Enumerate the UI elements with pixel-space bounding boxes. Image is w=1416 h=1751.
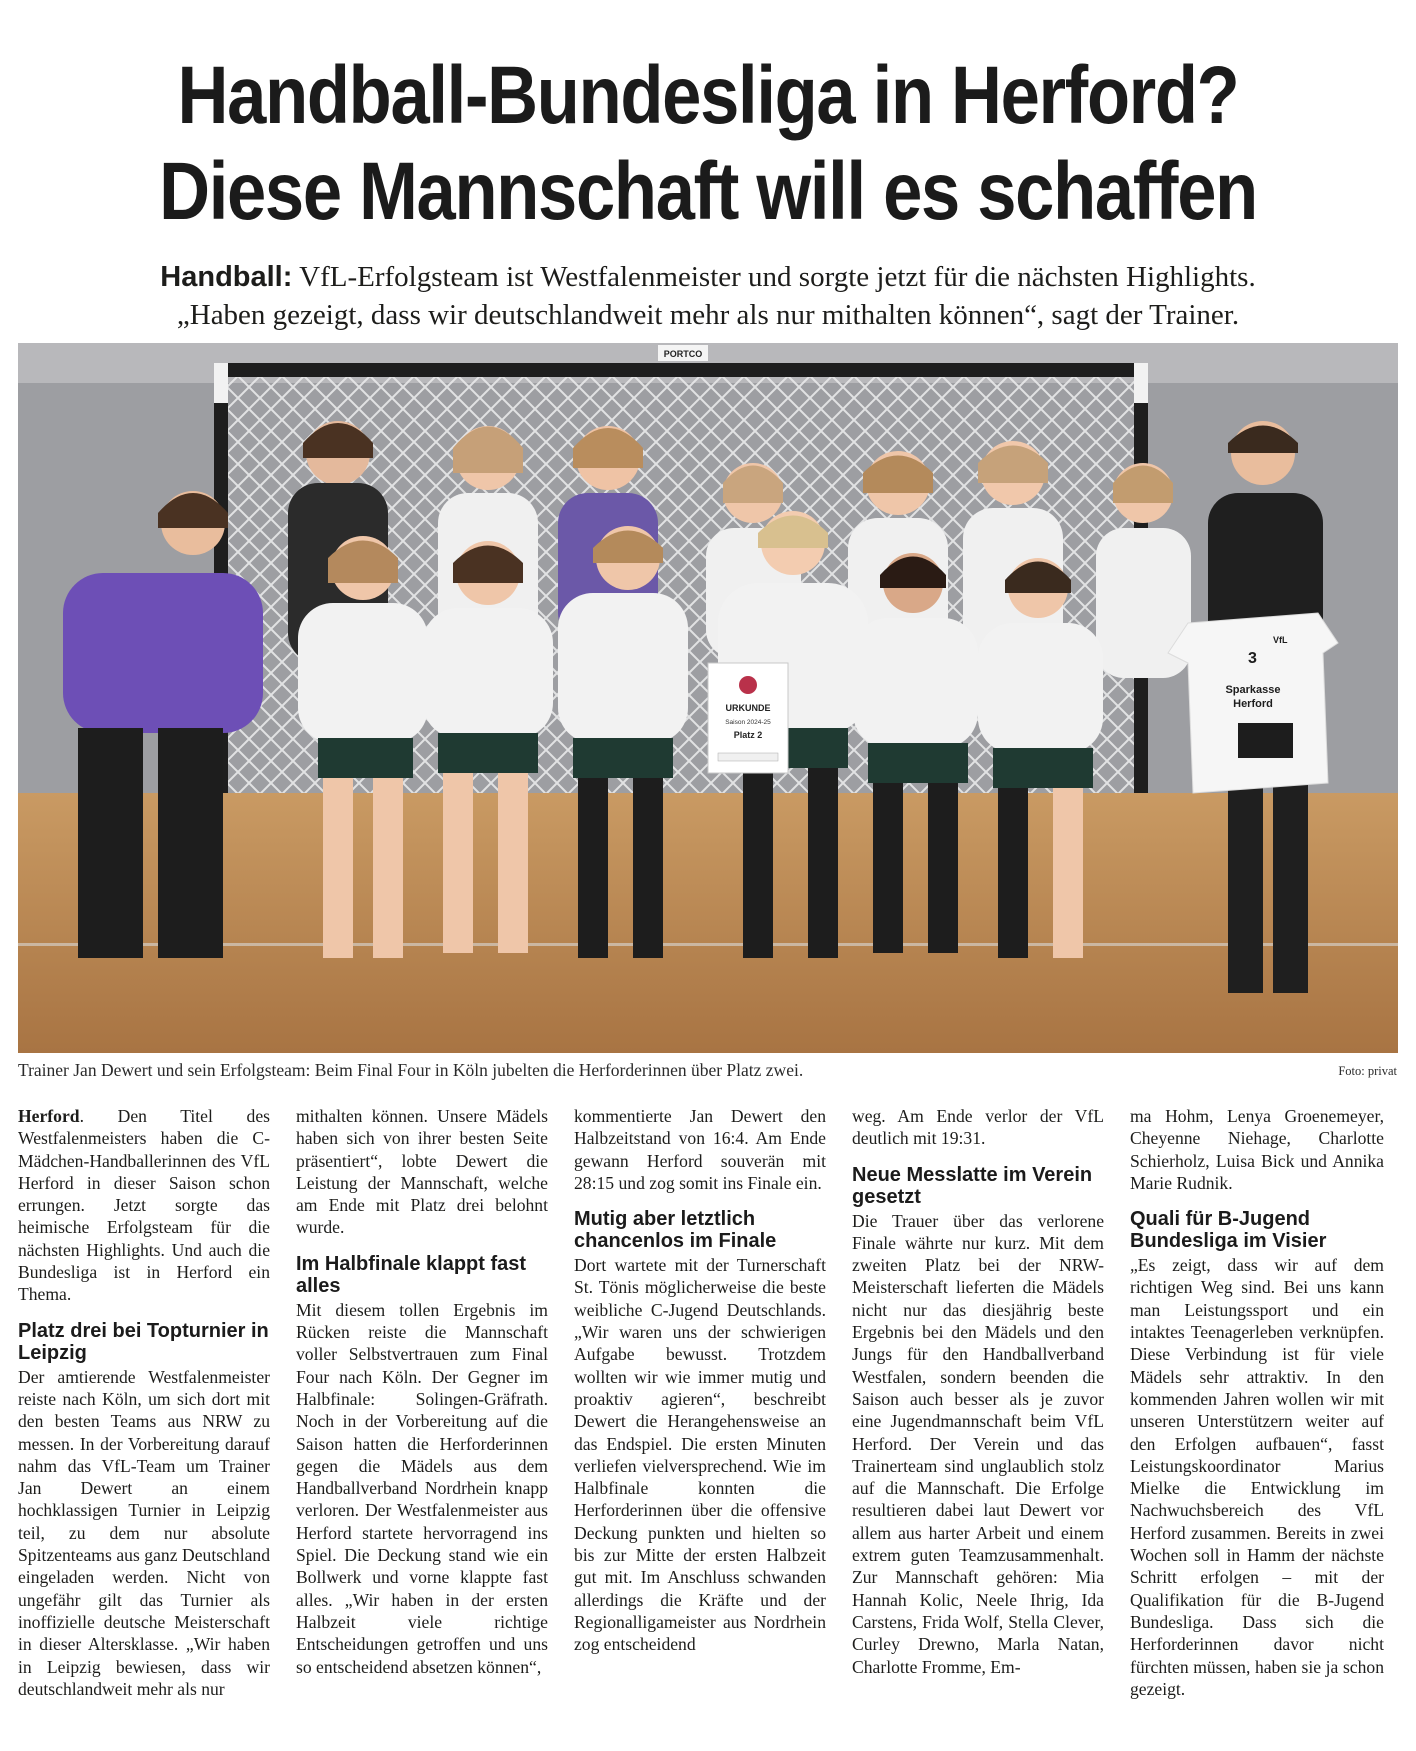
- article-subheading-2: Im Halbfinale klappt fast alles: [296, 1252, 527, 1297]
- article-paragraph-3: Mit diesem tollen Ergebnis im Rücken reiste die Mannschaft voller Selbstvertrauen zum Final Four nach Köln. Der Gegner im Halbfinale: Solingen-Gräfrath. Noch in der Vorbereitung auf die Saison hatten die Herforderinnen gegen die Mädels aus dem Handballverband Nordrhein knapp verloren. Der Westfalenmeister aus Herford startete hervorragend ins Spiel. Die Deckung stand wie ein Bollwerk und vorne klappte fast alles. „Wir haben in der ersten Halbzeit viele richtige Entscheidungen getroffen und uns so entscheidend absetzen können“,: [296, 1299, 548, 1677]
- article-paragraph-6: „Es zeigt, dass wir auf dem richtigen Weg sind. Bei uns kann man Leistungssport und ein intaktes Teenagerleben verknüpfen. Diese Verbindung ist für viele Mädels sehr attraktiv. In den kommenden Jahren wollen wir mit unseren Unterstützern weiter auf den Erfolgen aufbauen“, fasst Leistungskoordinator Marius Mielke die Entwicklung im Nachwuchsbereich des VfL Herford zusammen. Bereits in zwei Wochen soll in Hamm der nächste Schritt erfolgen – mit der Qualifikation für die B-Jugend Bundesliga. Dass sich die Herforderinnen davor nicht fürchten müssen, haben sie ja schon gezeigt.: [1130, 1255, 1384, 1699]
- article-paragraph-4: Dort wartete mit der Turnerschaft St. Tönis möglicherweise die beste weibliche C-Jugend Deutschlands. „Wir waren uns der schwierigen Aufgabe bewusst. Trotzdem wollten wir wie immer mutig und proaktiv agieren“, beschreibt Dewert die Herangehensweise an das Endspiel. Die ersten Minuten verliefen vielversprechend. Wie im Halbfinale konnten die Herforderinnen über die offensive Deckung punkten und hielten so bis zur Mitte der ersten Halbzeit gut mit. Im Anschluss schwanden allerdings die Kräfte und der Regionalligameister aus Nordrhein zog entscheidend: [574, 1255, 826, 1655]
- headline-line-2: Diese Mannschaft will es schaffen: [159, 146, 1257, 237]
- article-dateline: Herford: [18, 1106, 80, 1126]
- goal-brand-label: PORTCO: [663, 349, 703, 359]
- article-paragraph-5: Die Trauer über das verlorene Finale währte nur kurz. Mit dem zweiten Platz bei der NRW-Meisterschaft lieferten die Mädels nicht nur das diesjährig beste Ergebnis bei den Mädels und den Jungs für den Handballverband Westfalen, sondern beenden die Saison auch besser als je zuvor eine Jugendmannschaft beim VfL Herford. Der Verein und das Trainerteam sind unglaublich stolz auf die Mannschaft. Die Erfolge resultieren dabei laut Dewert vor allem aus harter Arbeit und einem extrem guten Teamzusammenhalt. Zur Mannschaft gehören: Mia Hannah Kolic, Neele Ihrig, Ida Carstens, Frida Wolf, Stella Clever, Curley Drewno, Marla Natan, Charlotte Fromme, Em-: [852, 1210, 1104, 1677]
- jersey-sponsor-line-2: Herford: [1233, 698, 1273, 710]
- article-column-5: [1130, 1105, 1384, 1700]
- article-subheading-4: Neue Messlatte im Verein gesetzt: [852, 1163, 1093, 1208]
- team-photo: [18, 343, 1398, 1053]
- article-column-1: [18, 1105, 270, 1700]
- article-paragraph-4-continued: weg. Am Ende verlor der VfL deutlich mit 19:31.: [852, 1106, 1104, 1149]
- subheadline-line-2: „Haben gezeigt, dass wir deutschlandweit mehr als nur mithalten können“, sagt der Trainer.: [176, 299, 1240, 331]
- article-column-4: [852, 1105, 1104, 1678]
- article-paragraph-3-continued: kommentierte Jan Dewert den Halbzeitstand von 16:4. Am Ende gewann Herford souverän mit 28:15 und zog somit ins Finale ein.: [574, 1106, 826, 1193]
- article-column-2: [296, 1105, 548, 1678]
- subheadline-line-1: [0, 258, 1416, 296]
- certificate-season: Saison 2024-25: [725, 719, 771, 726]
- subheadline-kicker: Handball:: [160, 261, 293, 293]
- article-subheading-3: Mutig aber letztlich chancenlos im Finale: [574, 1208, 777, 1253]
- jersey-held: [1168, 613, 1338, 793]
- photo-caption: Trainer Jan Dewert und sein Erfolgsteam: Beim Final Four in Köln jubelten die Herforderinnen über Platz zwei.: [18, 1060, 804, 1080]
- article-paragraph: [18, 1105, 270, 1306]
- article-paragraph-1: . Den Titel des Westfalenmeisters haben die C-Mädchen-Handballerinnen des VfL Herford in dieser Saison schon errungen. Jetzt sorgte das heimische Erfolgsteam für die nächsten Highlights. Und auch die Bundesliga ist in Herford ein Thema.: [18, 1106, 270, 1305]
- jersey-sponsor-line-1: Sparkasse: [1225, 684, 1281, 696]
- article-paragraph-5-continued: ma Hohm, Lenya Groenemeyer, Cheyenne Niehage, Charlotte Schierholz, Luisa Bick und Annika Marie Rudnik.: [1130, 1106, 1384, 1193]
- article-subheading-1: Platz drei bei Topturnier in Leipzig: [18, 1319, 269, 1364]
- photo-credit: Foto: privat: [1338, 1064, 1397, 1078]
- hall-floor: [18, 793, 1398, 1053]
- certificate-title: URKUNDE: [725, 703, 771, 713]
- article-paragraph-2-continued: mithalten können. Unsere Mädels haben sich von ihrer besten Seite präsentiert“, lobte Dewert die Leistung der Mannschaft, welche am Ende mit Platz drei belohnt wurde.: [296, 1106, 548, 1238]
- article-column-3: [574, 1105, 826, 1656]
- court-line: [18, 943, 1398, 946]
- certificate-place: Platz 2: [733, 730, 763, 740]
- subheadline-line-1-text: VfL-Erfolgsteam ist Westfalenmeister und sorgte jetzt für die nächsten Highlights.: [292, 261, 1256, 293]
- article-subheading-5: Quali für B-Jugend Bundesliga im Visier: [1130, 1208, 1327, 1253]
- jersey-club: VfL: [1273, 635, 1288, 645]
- certificate: [708, 663, 788, 773]
- headline-line-1: Handball-Bundesliga in Herford?: [177, 50, 1239, 141]
- jersey-number: 3: [1248, 650, 1257, 667]
- article-paragraph-2: Der amtierende Westfalenmeister reiste nach Köln, um sich dort mit den besten Teams aus NRW zu messen. In der Vorbereitung darauf nahm das VfL-Team um Trainer Jan Dewert an einem hochklassigen Turnier in Leipzig teil, zu dem nur absolute Spitzenteams aus ganz Deutschland eingeladen werden. Nicht von ungefähr gilt das Turnier als inoffizielle deutsche Meisterschaft in dieser Altersklasse. „Wir haben in Leipzig bewiesen, dass wir deutschlandweit mehr als nur: [18, 1366, 270, 1699]
